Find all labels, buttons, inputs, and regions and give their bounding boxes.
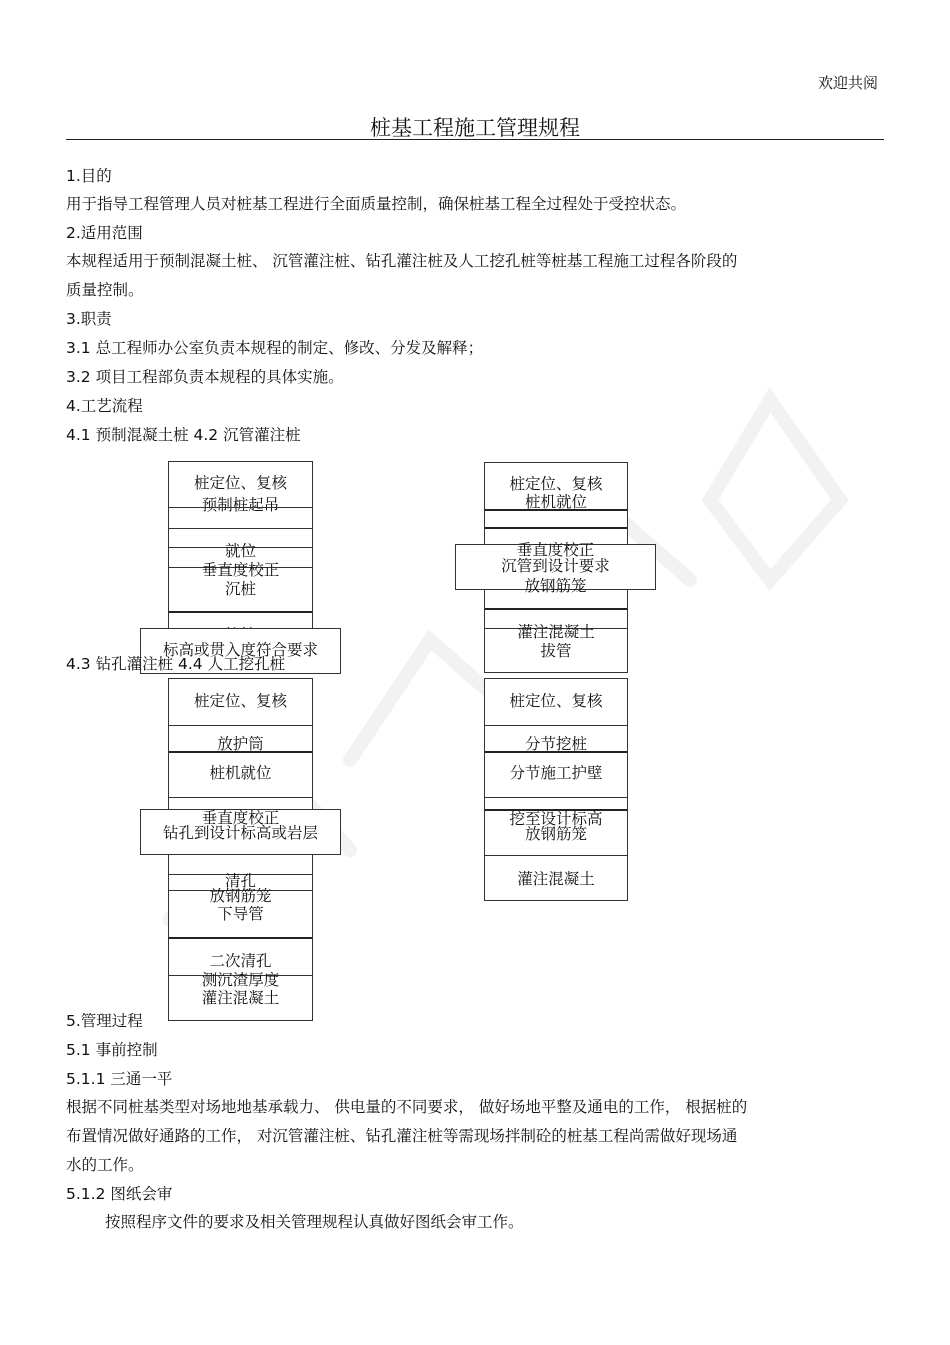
flow-44-step: 灌注混凝土 <box>517 870 595 888</box>
section-5-1-heading: 5.1 事前控制 <box>66 1041 158 1059</box>
flow-41-42-caption: 4.1 预制混凝土桩 4.2 沉管灌注桩 <box>66 426 301 444</box>
flow-divider <box>485 855 627 856</box>
flow-divider <box>169 751 312 753</box>
flow-41-step: 垂直度校正 <box>201 561 280 579</box>
flow-41-step: 沉桩 <box>224 580 256 598</box>
flow-43-step: 钻孔到设计标高或岩层 <box>162 824 318 842</box>
flow-43-step: 清孔 <box>224 872 256 890</box>
flow-divider <box>485 751 627 753</box>
flow-43-step: 桩定位、复核 <box>193 692 287 710</box>
flow-41-step: 桩定位、复核 <box>193 474 287 492</box>
flow-43-wide-step <box>140 809 341 855</box>
flow-divider <box>169 937 312 939</box>
flow-42-wide-step <box>455 541 656 595</box>
flow-divider <box>169 611 312 613</box>
flow-42-step: 沉管到设计要求 <box>501 557 610 575</box>
flow-42-step: 桩机就位 <box>524 493 587 511</box>
flow-divider <box>485 608 627 610</box>
header-note: 欢迎共阅 <box>817 74 878 92</box>
flow-divider <box>485 527 627 529</box>
title-divider <box>66 139 884 140</box>
page-title: 桩基工程施工管理规程 <box>370 116 580 140</box>
purpose-text: 用于指导工程管理人员对桩基工程进行全面质量控制，确保桩基工程全过程处于受控状态。 <box>66 195 687 213</box>
flow-43-step: 下导管 <box>217 905 264 923</box>
flow-43-step: 放护筒 <box>217 735 264 753</box>
section-5-1-1-heading: 5.1.1 三通一平 <box>66 1070 173 1088</box>
flow-43-step: 放钢筋笼 <box>209 887 272 905</box>
flow-44-chart <box>484 678 628 901</box>
scope-text-1: 本规程适用于预制混凝土桩、 沉管灌注桩、钻孔灌注桩及人工挖孔桩等桩基工程施工过程各阶段的 <box>66 252 738 270</box>
section-1-heading: 1.目的 <box>66 167 112 185</box>
section-5-1-2-heading: 5.1.2 图纸会审 <box>66 1185 173 1203</box>
drawing-review-text: 按照程序文件的要求及相关管理规程认真做好图纸会审工作。 <box>105 1213 524 1231</box>
duty-3-2: 3.2 项目工程部负责本规程的具体实施。 <box>66 368 344 386</box>
flow-43-step: 灌注混凝土 <box>201 989 280 1007</box>
flow-41-step: 预制桩起吊 <box>201 496 280 514</box>
flow-43-step: 二次清孔 <box>209 952 272 970</box>
scope-text-2: 质量控制。 <box>66 281 144 299</box>
section-4-heading: 4.工艺流程 <box>66 397 143 415</box>
flow-divider <box>169 528 312 529</box>
section-5-heading: 5.管理过程 <box>66 1012 143 1030</box>
flow-divider <box>485 509 627 511</box>
flow-divider <box>485 725 627 726</box>
flow-44-step: 分节挖桩 <box>524 735 587 753</box>
flow-44-step: 分节施工护壁 <box>509 764 603 782</box>
flow-42-step: 拔管 <box>540 642 572 660</box>
flow-42-step: 放钢筋笼 <box>524 577 587 595</box>
flow-44-step: 桩定位、复核 <box>509 692 603 710</box>
flow-43-step: 垂直度校正 <box>201 809 280 827</box>
flow-41-final-step: 标高或贯入度符合要求 <box>140 628 341 674</box>
flow-42-step: 灌注混凝土 <box>517 623 595 641</box>
site-prep-text-1: 根据不同桩基类型对场地地基承载力、 供电量的不同要求， 做好场地平整及通电的工作， 根据桩的 <box>66 1098 748 1116</box>
flow-44-step: 挖至设计标高 <box>509 810 603 828</box>
section-2-heading: 2.适用范围 <box>66 224 143 242</box>
flow-42-step: 桩定位、复核 <box>509 475 603 493</box>
site-prep-text-2: 布置情况做好通路的工作， 对沉管灌注桩、钻孔灌注桩等需现场拌制砼的桩基工程尚需做好现场通 <box>66 1127 738 1145</box>
flow-43-step: 桩机就位 <box>209 764 272 782</box>
duty-3-1: 3.1 总工程师办公室负责本规程的制定、修改、分发及解释； <box>66 339 484 357</box>
flow-43-step: 测沉渣厚度 <box>201 971 280 989</box>
site-prep-text-3: 水的工作。 <box>66 1156 144 1174</box>
flow-42-step: 垂直度校正 <box>516 541 595 559</box>
flow-43-44-caption: 4.3 钻孔灌注桩 4.4 人工挖孔桩 <box>66 655 286 673</box>
flow-44-step: 放钢筋笼 <box>524 825 587 843</box>
section-3-heading: 3.职责 <box>66 310 112 328</box>
flow-divider <box>485 797 627 798</box>
flow-divider <box>169 797 312 798</box>
flow-divider <box>169 507 312 508</box>
flow-divider <box>169 725 312 726</box>
flow-41-step: 就位 <box>224 542 256 560</box>
